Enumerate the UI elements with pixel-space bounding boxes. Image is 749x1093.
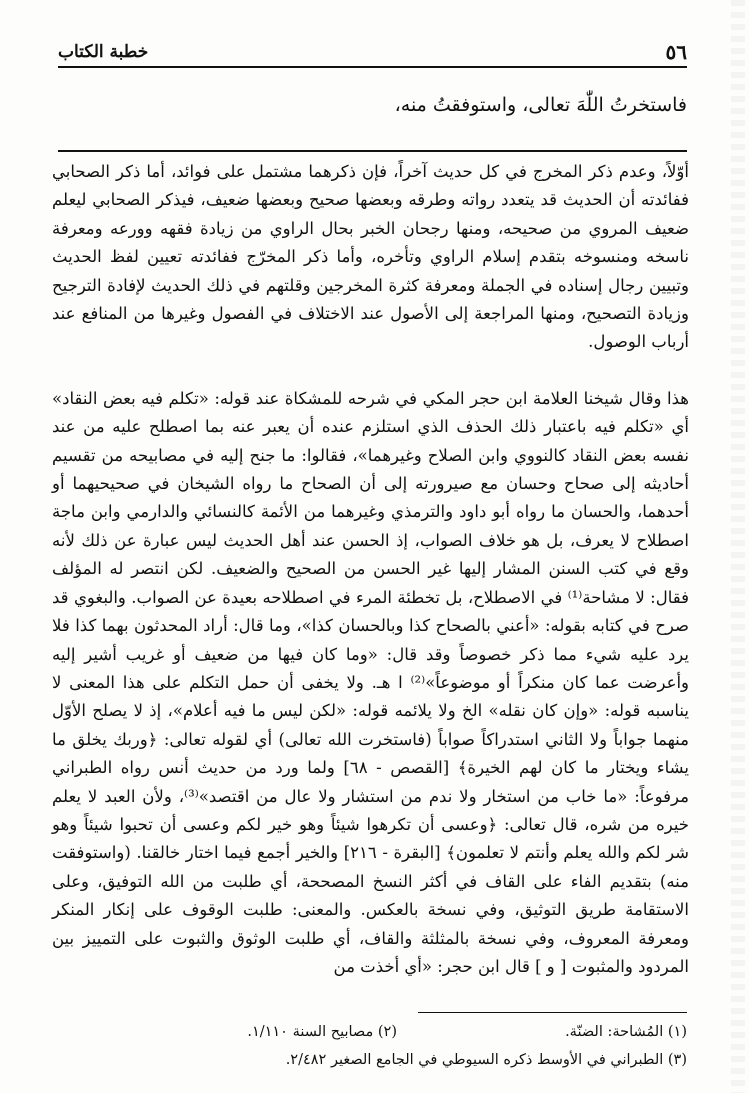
commentary-body: [52, 158, 689, 981]
footnote-1: (١) المُشاحة: الضنّة.: [565, 1024, 687, 1040]
footnote-3: (٣) الطبراني في الأوسط ذكره السيوطي في الجامع الصغير ٢/٤٨٢.: [285, 1052, 687, 1068]
running-title: خطبة الكتاب: [58, 42, 149, 62]
page-header: [58, 30, 687, 68]
paragraph-1: أوّلاً، وعدم ذكر المخرج في كل حديث آخراً، فإن ذكرهما مشتمل على فوائد، أما ذكر الصحابي ففائدته أن الحديث قد يتعدد رواته وطرقه وبعضها صحيح وبعضها ضعيف، فيذكر الصحابي ليعلم ضعيف المروي من صحيحه، ومنها رجحان الخبر بحال الراوي من زيادة فقهه وورعه ومعرفة ناسخه ومنسوخه بتقدم إسلام الراوي وتأخره، وأما ذكر المخرّج ففائدته تعيين لفظ الحديث وتبيين رجال إسناده في الجملة ومعرفة كثرة المخرجين وقلتهم في ذلك الحديث لإفادة الترجيح وزيادة التصحيح، ومنها المراجعة إلى الأصول عند الاختلاف في الفصول وغيرها من المنافع عند أرباب الوصول.: [52, 162, 689, 352]
page-number: ٥٦: [665, 40, 687, 64]
matn-line: فاستخرتُ اللّٰهَ تعالى، واستوفقتُ منه،: [394, 94, 687, 116]
paragraph-2: هذا وقال شيخنا العلامة ابن حجر المكي في شرحه للمشكاة عند قوله: «تكلم فيه بعض النقاد» أي «تكلم فيه باعتبار ذلك الحذف الذي استلزم عنده أن يعبر عنه بما اصطلح عليه من عند نفسه بعض النقاد كالنووي وابن الصلاح وغيرهما»، فقالوا: ما جنح إليه في مصابيحه من تقسيم أحاديثه إلى صحاح وحسان مع صيرورته إلى أن الصحاح ما رواه الشيخان في صحيحيهما أو أحدهما، والحسان ما رواه أبو داود والترمذي وغيرهما من الأئمة كالنسائي والدارمي وابن ماجة اصطلاح لا يعرف، بل هو خلاف الصواب، إذ الحسن عند أهل الحديث ليس عبارة عن ذلك لأنه وقع في كتب السنن المشار إليها غير الحسن من الصحيح والضعيف. لكن انتصر له المؤلف فقال: لا مشاحة⁽¹⁾ في الاصطلاح، بل تخطئة المرء في اصطلاحه بعيدة عن الصواب. والبغوي قد صرح في كتابه بقوله: «أعني بالصحاح كذا وبالحسان كذا»، وما قال: أراد المحدثون بهما كذا فلا يرد عليه شيء مما ذكر خصوصاً وقد قال: «وما كان فيها من ضعيف أو غريب أشير إليه وأعرضت عما كان منكراً أو موضوعاً»⁽²⁾ ا هـ. ولا يخفى أن حمل التكلم على هذا المعنى لا يناسبه قوله: «وإن كان نقله» الخ ولا يلائمه قوله: «لكن ليس ما فيه أعلام»، إذ لا يصلح الأوّل منهما جواباً ولا الثاني استدراكاً صواباً (فاستخرت الله تعالى) أي لقوله تعالى: ﴿وربك يخلق ما يشاء ويختار ما كان لهم الخيرة﴾ [القصص - ٦٨] ولما ورد من حديث أنس رواه الطبراني مرفوعاً: «ما خاب من استخار ولا ندم من استشار ولا عال من اقتصد»⁽³⁾، ولأن العبد لا يعلم خيره من شره، قال تعالى: ﴿وعسى أن تكرهوا شيئاً وهو خير لكم وعسى أن تحبوا شيئاً وهو شر لكم والله يعلم وأنتم لا تعلمون﴾ [البقرة - ٢١٦] والخير أجمع فيما اختار خالقنا. (واستوفقت منه) بتقديم الفاء على القاف في أكثر النسخ المصححة، أي طلبت من الله التوفيق، وعلى الاستقامة طريق التوثيق، وفي نسخة بالعكس. والمعنى: طلبت الوقوف على إنكار المنكر ومعرفة المعروف، وفي نسخة بالمثلثة والقاف، أي طلبت الوثوق والثبوت على التمييز بين المردود والمثبوت [ و ] قال ابن حجر: «أي أخذت من: [52, 388, 690, 976]
text-separator: [58, 150, 687, 152]
footnotes: [58, 1018, 687, 1074]
footnote-row: [58, 1046, 687, 1074]
footnote-rule: [418, 1012, 687, 1013]
footnote-row: [58, 1018, 687, 1046]
footnote-2: (٢) مصابيح السنة ١/١١٠.: [247, 1024, 397, 1040]
page-edge: [731, 0, 745, 1093]
